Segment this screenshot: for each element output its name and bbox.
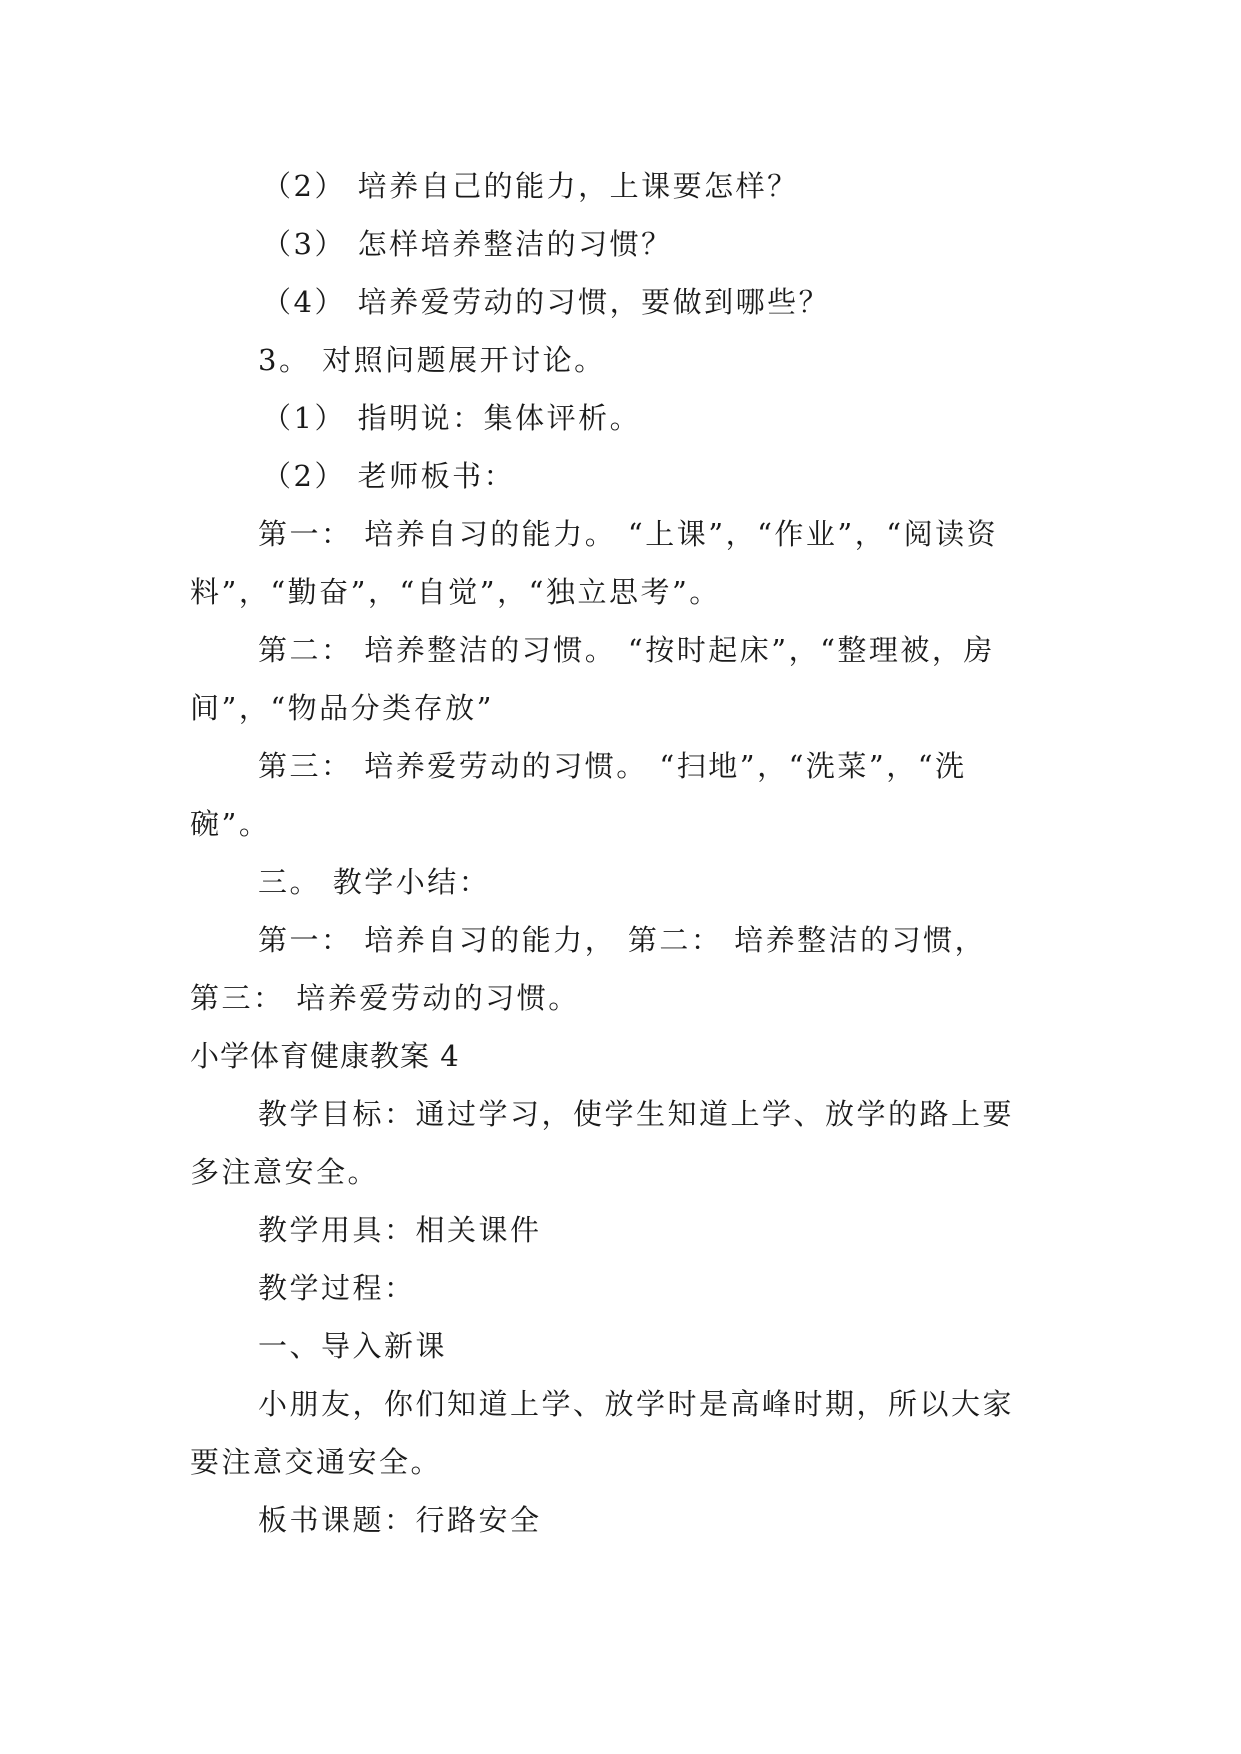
question-2: （2） 培养自己的能力，上课要怎样？ <box>262 169 799 203</box>
question-4: （4） 培养爱劳动的习惯，要做到哪些？ <box>262 285 831 319</box>
question-3: （3） 怎样培养整洁的习惯？ <box>262 227 673 261</box>
step-3-item-1: （1） 指明说：集体评析。 <box>262 401 642 435</box>
board-point-1-cont: 料”，“勤奋”，“自觉”，“独立思考”。 <box>190 575 721 609</box>
intro-text: 小朋友，你们知道上学、放学时是高峰时期，所以大家 <box>258 1387 1015 1421</box>
teaching-goal-cont: 多注意安全。 <box>190 1155 380 1189</box>
intro-text-cont: 要注意交通安全。 <box>190 1445 443 1479</box>
board-point-2-cont: 间”，“物品分类存放” <box>190 691 494 725</box>
teaching-goal: 教学目标：通过学习，使学生知道上学、放学的路上要 <box>258 1097 1015 1131</box>
board-topic: 板书课题：行路安全 <box>258 1503 542 1537</box>
board-point-1: 第一： 培养自习的能力。 “上课”，“作业”，“阅读资 <box>258 517 999 551</box>
board-point-3: 第三： 培养爱劳动的习惯。 “扫地”，“洗菜”，“洗 <box>258 749 967 783</box>
board-point-3-cont: 碗”。 <box>190 807 271 841</box>
board-point-2: 第二： 培养整洁的习惯。 “按时起床”，“整理被，房 <box>258 633 995 667</box>
teaching-tools: 教学用具：相关课件 <box>258 1213 542 1247</box>
summary-heading: 三。 教学小结： <box>258 865 491 899</box>
intro-heading: 一、导入新课 <box>258 1329 448 1363</box>
step-3-item-2: （2） 老师板书： <box>262 459 516 493</box>
section-title: 小学体育健康教案 4 <box>190 1039 460 1073</box>
step-3-heading: 3。 对照问题展开讨论。 <box>258 343 606 377</box>
summary-line-1: 第一： 培养自习的能力， 第二： 培养整洁的习惯， <box>258 923 987 957</box>
teaching-process: 教学过程： <box>258 1271 416 1305</box>
summary-line-2: 第三： 培养爱劳动的习惯。 <box>190 981 580 1015</box>
